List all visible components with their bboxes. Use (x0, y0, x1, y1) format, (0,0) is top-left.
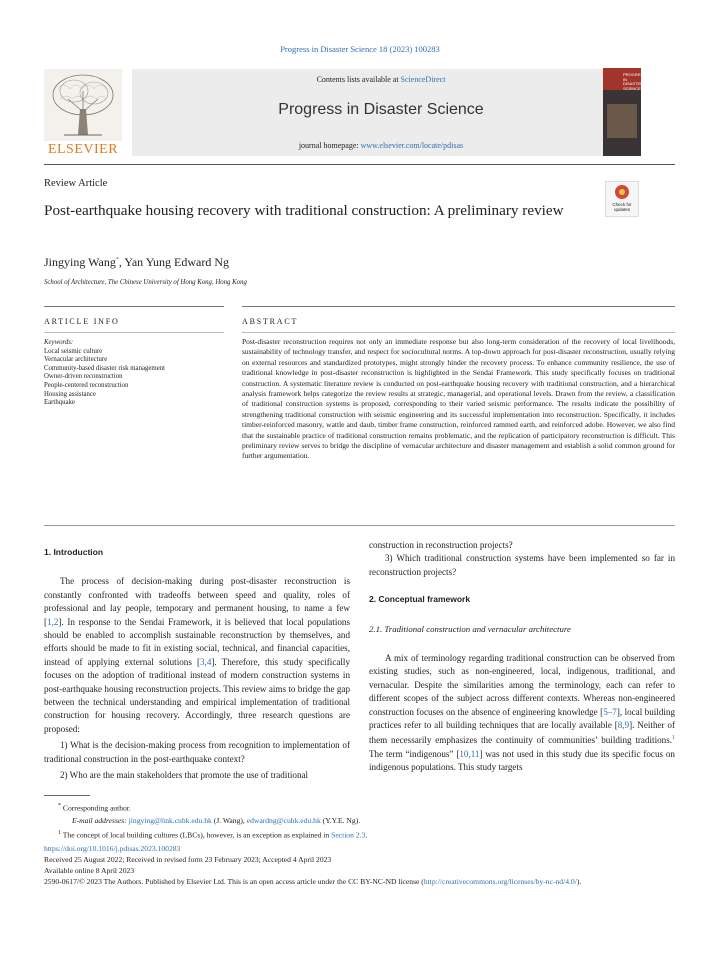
cover-title-line: PROGRESS IN (623, 72, 646, 82)
footnote-mark: 1 (58, 829, 61, 836)
email-owner: (J. Wang), (211, 815, 247, 825)
section-heading: 1. Introduction (44, 547, 104, 557)
license-text-run: 2590-0617/© 2023 The Authors. Published by Elsevier Ltd. This is an open access article under the CC BY-NC-ND license ( (44, 877, 424, 886)
citation-link[interactable]: 1,2 (47, 616, 59, 627)
homepage-prefix: journal homepage: (298, 141, 361, 150)
contents-prefix: Contents lists available at (316, 75, 401, 84)
author-separator: , (118, 255, 125, 269)
corresponding-author-mark[interactable]: * (115, 257, 119, 263)
affiliation: School of Architecture, The Chinese University of Hong Kong, Hong Kong (44, 279, 247, 286)
divider (44, 332, 224, 333)
subsection-heading: 2.1. Traditional construction and vernacular architecture (369, 623, 571, 634)
homepage-link[interactable]: www.elsevier.com/locate/pdisas (360, 141, 464, 150)
keywords-list (44, 339, 224, 408)
text-run: ]. Therefore, this study specifically focuses on the adoption of traditional instead of modern construction systems in post-earthquake housing reconstruction projects. This review aims to bridge the gap between the technical understanding and empirical implementation of traditional construction for housing recovery. Accordingly, three research questions are proposed: (44, 656, 350, 734)
citation-link[interactable]: 5–7 (603, 706, 617, 717)
keyword-item: People-centered reconstruction (44, 381, 129, 389)
divider (242, 306, 675, 307)
keyword-item: Local seismic culture (44, 347, 103, 355)
divider (44, 306, 224, 307)
author-name[interactable]: Yan Yung Edward Ng (124, 255, 230, 269)
publisher-logo (44, 69, 122, 158)
body-paragraph (369, 652, 675, 775)
section-link[interactable]: Section 2.3 (331, 830, 366, 840)
check-updates-icon-center (619, 189, 625, 195)
divider (242, 332, 675, 333)
footnote-mark: * (58, 803, 61, 809)
section-heading: 2. Conceptual framework (369, 594, 471, 605)
keyword-item: Earthquake (44, 399, 75, 407)
citation-link[interactable]: 10,11 (459, 748, 480, 759)
author-list (44, 255, 229, 270)
check-updates-label (606, 202, 638, 212)
doi-link[interactable]: https://doi.org/10.1016/j.pdisas.2023.100283 (44, 844, 181, 853)
keyword-item: Housing assistance (44, 390, 96, 398)
email-link[interactable]: edwardng@cuhk.edu.hk (246, 815, 321, 825)
footnote-text: The concept of local building cultures (LBCs), however, is an exception as explained in (62, 830, 332, 840)
body-column-right (369, 540, 676, 778)
cover-title-line: DISASTER (623, 81, 644, 86)
journal-cover-thumbnail[interactable] (603, 68, 646, 156)
article-type: Review Article (44, 178, 108, 189)
email-link[interactable]: jingying@link.cuhk.edu.hk (128, 815, 212, 825)
text-run: The process of decision-making during post-disaster reconstruction is constantly confronted with tradeoffs between speed and quality, roles of professional and lay people, temporary and permanent housing, to name a few [ (44, 576, 350, 627)
license-text (44, 876, 675, 887)
available-online: Available online 8 April 2023 (44, 866, 135, 875)
email-label: E-mail addresses: (72, 815, 127, 825)
article-title: Post-earthquake housing recovery with traditional construction: A preliminary review (44, 202, 564, 219)
check-for-updates-badge[interactable] (605, 181, 639, 217)
author-name[interactable]: Jingying Wang (44, 255, 116, 269)
body-paragraph (44, 575, 350, 736)
text-run: ]. In response to the Sendai Framework, it is believed that local populations should be enabled to accomplish sustainable reconstruction by themselves, and efforts should be made to fit in existing social, technical, and financial capacities, instead of applying external solutions [ (44, 616, 350, 667)
text-run: ]. Neither of them necessarily emphasizes the continuity of communities’ building traditions. (369, 720, 675, 746)
journal-reference[interactable]: Progress in Disaster Science 18 (2023) 100283 (280, 44, 440, 54)
footnote-text: Corresponding author. (62, 803, 131, 813)
divider (44, 525, 675, 526)
keywords-label: Keywords: (44, 339, 74, 346)
publisher-wordmark: ELSEVIER (47, 142, 119, 157)
footnote-text: . (365, 830, 368, 840)
article-info-heading: ARTICLE INFO (44, 317, 120, 326)
footnote-divider (44, 795, 90, 796)
abstract-heading: ABSTRACT (242, 317, 299, 326)
footnote-emails (44, 815, 675, 827)
text-run: A mix of terminology regarding traditional construction can be observed from existing studies, such as non-engineered, local, indigenous, traditional, and vernacular. Despite the similarities among the terminology, each can refer to different scopes of the subject across different contexts. Whereas non-engineered construction focuses on the absence of engineering knowledge [ (369, 653, 675, 717)
contents-line (132, 75, 630, 84)
journal-title: Progress in Disaster Science (278, 101, 484, 118)
sciencedirect-link[interactable]: ScienceDirect (400, 75, 446, 84)
check-updates-line: updates (613, 207, 630, 212)
journal-masthead (132, 69, 630, 156)
research-question: 3) Which traditional construction systems have been implemented so far in reconstruction projects? (369, 553, 675, 577)
body-paragraph-continued: construction in reconstruction projects? (369, 540, 513, 550)
license-text-run: ). (576, 877, 582, 886)
cover-image (607, 104, 637, 138)
keyword-item: Community-based disaster risk management (44, 364, 165, 372)
cover-title (623, 73, 646, 91)
citation-link[interactable]: 3,4 (200, 656, 212, 667)
text-run: The term “indigenous” [ (369, 748, 460, 759)
check-updates-line: Check for (612, 202, 632, 207)
keyword-item: Vernacular architecture (44, 356, 108, 364)
email-owner: (Y.Y.E. Ng). (320, 815, 361, 825)
cover-title-line: SCIENCE (623, 85, 641, 91)
footnotes (44, 800, 675, 841)
body-column-left (44, 546, 350, 786)
footnote (44, 827, 675, 842)
research-question: 2) Who are the main stakeholders that promote the use of traditional (60, 770, 309, 781)
publication-info (44, 843, 675, 887)
research-question: 1) What is the decision-making process from recognition to implementation of traditional construction in the post-earthquake context? (44, 740, 350, 764)
citation-link[interactable]: 8,9 (617, 720, 630, 731)
received-dates: Received 25 August 2022; Received in revised form 23 February 2023; Accepted 4 April 2023 (44, 855, 332, 864)
keyword-item: Owner-driven reconstruction (44, 373, 123, 381)
footnote (44, 800, 675, 815)
text-run: ], local building practices refer to all building techniques that are locally available [ (369, 706, 676, 731)
footnote-link[interactable]: 1 (672, 735, 675, 742)
abstract-text: Post-disaster reconstruction requires not only an immediate response but also long-term consideration of the recovery of local livelihoods, sustainability of technology transfer, and respect for sociocultural norms. A top-down approach for post-disaster reconstruction, usually relying on external resources and standardized prototypes, might strongly hinder the recovery process. To enhance community resilience, the use of traditional knowledge in post-disaster reconstruction is highlighted in the Sendai Framework. This study specifically focuses on traditional construction. A systematic literature review is conducted on post-earthquake housing recovery with traditional construction, and a hierarchical analysis framework helps categorize the review results at strategic, managerial, and operational levels. Drawn from the review, a classification of traditional construction systems is proposed, corresponding to their varied seismic performance. The results indicate the possibility of strengthening traditional construction with seismic engineering and its successful implementation into reconstruction. Specifically, it includes timber-reinforced masonry, wattle and daub, timber frame construction, reinforced rammed earth, and reinforced adobe. However, we also find that the sustainable practice of traditional construction remains problematic, and the replication of participatory reconstruction is difficult. This preliminary review serves to bridge the discipline of vernacular architecture and disaster management and establish a solid common ground for further argumentation. (242, 337, 675, 461)
license-link[interactable]: http://creativecommons.org/licenses/by-nc-nd/4.0/ (423, 877, 577, 886)
divider (44, 164, 675, 165)
text-run: ] was not used in this study due its specific focus on indigenous populations. This study targets (369, 748, 675, 773)
journal-header (44, 69, 629, 158)
homepage-line (132, 141, 630, 150)
